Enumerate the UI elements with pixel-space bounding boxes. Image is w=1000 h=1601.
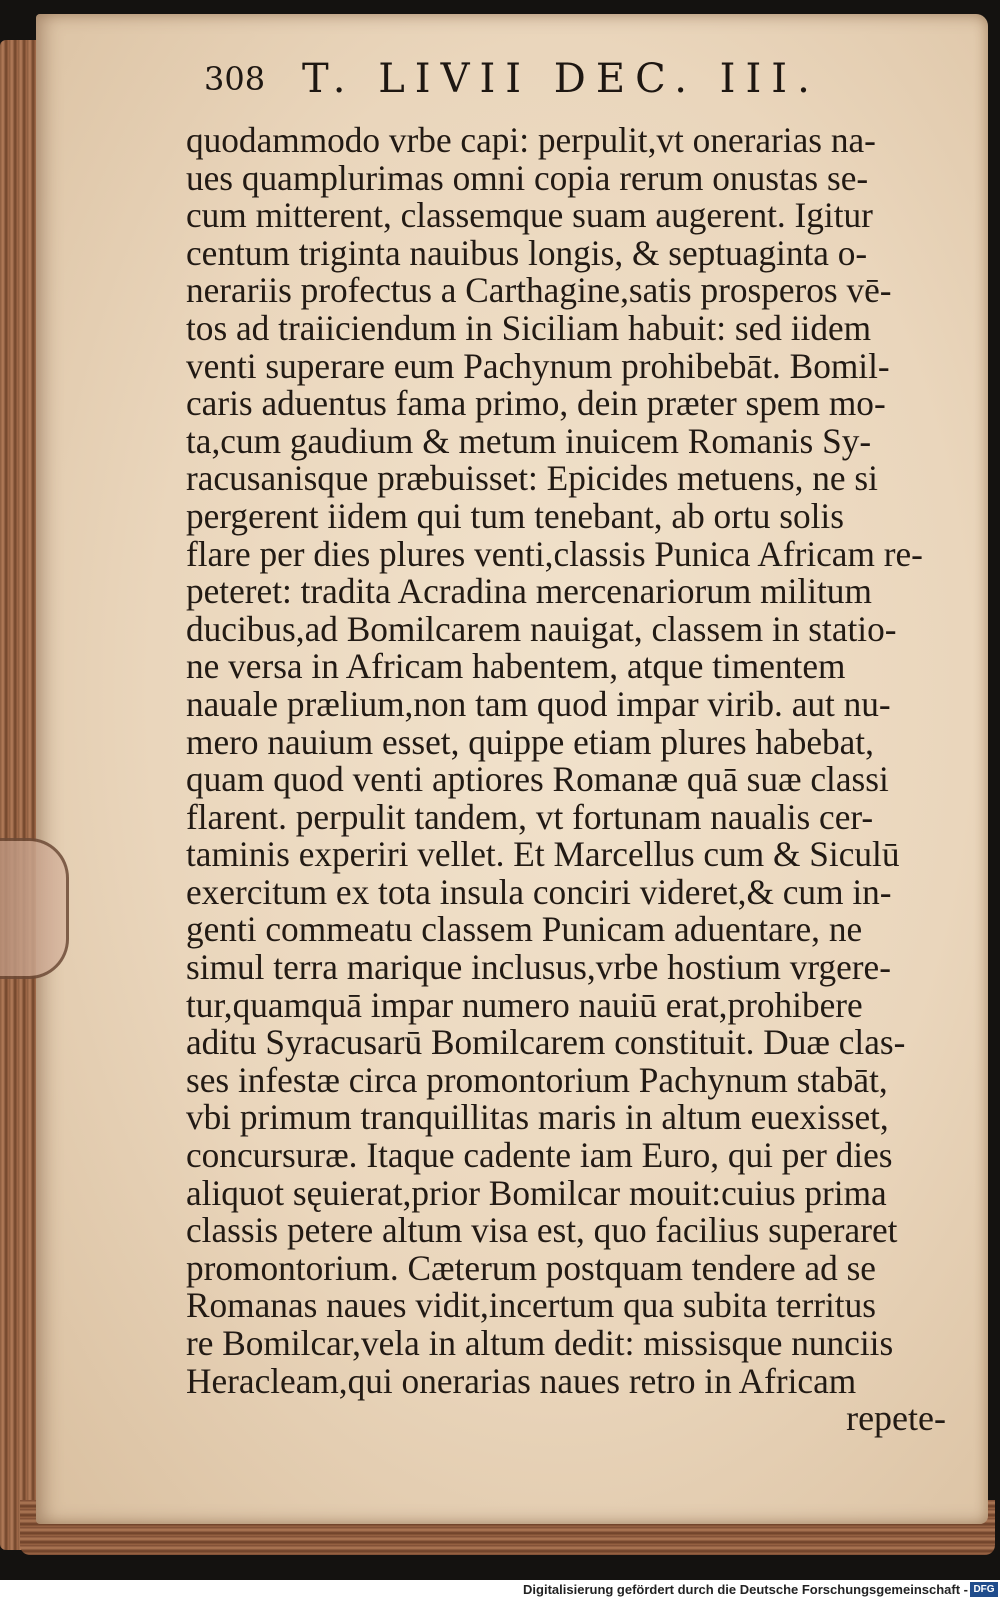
text-line: aditu Syracusarū Bomilcarem constituit. Duæ clas- bbox=[186, 1022, 906, 1063]
text-line: quodammodo vrbe capi: perpulit,vt onerarias na- bbox=[186, 120, 876, 160]
text-line: venti superare eum Pachynum prohibebāt. Bomil- bbox=[186, 345, 890, 386]
text-line: pergerent iidem qui tum tenebant, ab ortu solis bbox=[186, 495, 844, 536]
text-line: genti commeatu classem Punicam aduentare, ne bbox=[186, 909, 863, 950]
text-line: tos ad traiiciendum in Siciliam habuit: sed iidem bbox=[186, 307, 872, 348]
body-text bbox=[186, 122, 946, 1438]
text-line: peteret: tradita Acradina mercenariorum militum bbox=[186, 571, 872, 612]
digitization-credit: Digitalisierung gefördert durch die Deutsche Forschungsgemeinschaft - bbox=[523, 1582, 968, 1597]
text-line: ses infestæ circa promontorium Pachynum stabāt, bbox=[186, 1059, 888, 1100]
catchword: repete- bbox=[846, 1398, 946, 1439]
text-line: cum mitterent, classemque suam augerent. Igitur bbox=[186, 195, 873, 236]
text-line: simul terra marique inclusus,vrbe hostium vrgere- bbox=[186, 947, 891, 988]
text-line: centum triginta nauibus longis, & septuaginta o- bbox=[186, 232, 868, 273]
running-title: T. LIVII DEC. III. bbox=[302, 56, 820, 102]
running-head bbox=[204, 56, 854, 112]
text-line: mero nauium esset, quippe etiam plures habebat, bbox=[186, 721, 874, 762]
text-line: ta,cum gaudium & metum inuicem Romanis Sy- bbox=[186, 420, 872, 461]
text-line: Heracleam,qui onerarias naues retro in Africam bbox=[186, 1360, 857, 1401]
text-line: nauale prælium,non tam quod impar virib. aut nu- bbox=[186, 683, 891, 724]
text-line: flarent. perpulit tandem, vt fortunam naualis cer- bbox=[186, 796, 874, 837]
text-line: caris aduentus fama primo, dein præter spem mo- bbox=[186, 383, 886, 424]
text-line: nerariis profectus a Carthagine,satis prosperos vē- bbox=[186, 270, 892, 311]
text-line: taminis experiri vellet. Et Marcellus cum & Siculū bbox=[186, 834, 900, 875]
text-line: exercitum ex tota insula conciri videret,& cum in- bbox=[186, 871, 892, 912]
text-line: tur,quamquā impar numero nauiū erat,prohibere bbox=[186, 984, 863, 1025]
text-line: aliquot sęuierat,prior Bomilcar mouit:cuius prima bbox=[186, 1172, 887, 1213]
text-line: Romanas naues vidit,incertum qua subita territus bbox=[186, 1285, 876, 1326]
text-line: re Bomilcar,vela in altum dedit: missisque nunciis bbox=[186, 1323, 894, 1363]
text-line: ne versa in Africam habentem, atque timentem bbox=[186, 646, 846, 687]
text-line: vbi primum tranquillitas maris in altum euexisset, bbox=[186, 1097, 889, 1138]
text-line: quam quod venti aptiores Romanæ quā suæ classi bbox=[186, 759, 889, 800]
text-line: flare per dies plures venti,classis Punica Africam re- bbox=[186, 533, 923, 574]
text-line: ues quamplurimas omni copia rerum onustas se- bbox=[186, 157, 869, 198]
text-line: promontorium. Cæterum postquam tendere ad se bbox=[186, 1247, 876, 1288]
book-clasp bbox=[0, 838, 69, 979]
page-number: 308 bbox=[204, 60, 266, 98]
text-line: concursuræ. Itaque cadente iam Euro, qui per dies bbox=[186, 1135, 893, 1176]
dfg-logo: DFG bbox=[970, 1582, 998, 1597]
text-line: ducibus,ad Bomilcarem nauigat, classem in statio- bbox=[186, 608, 897, 649]
text-line: racusanisque præbuisset: Epicides metuens, ne si bbox=[186, 458, 878, 499]
text-line: classis petere altum visa est, quo facilius superaret bbox=[186, 1210, 898, 1251]
